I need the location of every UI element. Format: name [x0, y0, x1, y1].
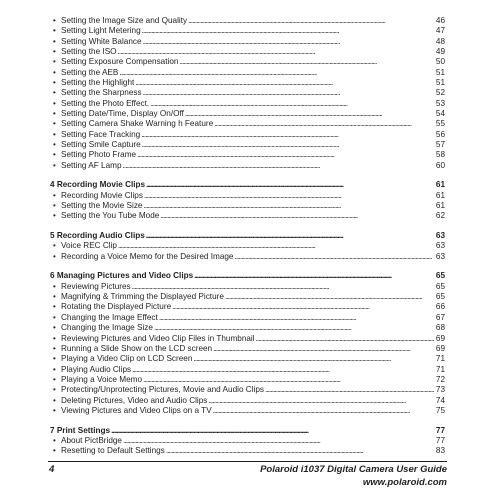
toc-entry: [50, 354, 445, 364]
toc-entry-label: Resetting to Default Settings: [61, 446, 165, 456]
dot-leader: [143, 201, 434, 211]
toc-entry-label: Setting the Highlight: [61, 78, 135, 88]
toc-entry-page: 83: [435, 446, 445, 456]
toc-entry: [50, 16, 445, 26]
toc-entry-page: 60: [435, 160, 445, 170]
toc-entry: [50, 211, 445, 221]
dot-leader: [185, 109, 434, 119]
toc-entry-label: Deleting Pictures, Video and Audio Clips: [61, 395, 208, 405]
dot-leader: [234, 252, 434, 262]
toc-chapter-entry: [50, 180, 445, 190]
dot-leader: [118, 47, 434, 57]
toc-entry-label: Viewing Pictures and Video Clips on a TV: [61, 405, 212, 415]
bullet-icon: •: [53, 405, 56, 415]
bullet-icon: •: [53, 67, 56, 77]
dot-leader: [142, 140, 434, 150]
toc-entry: [50, 150, 445, 160]
toc-entry-label: Setting Exposure Compensation: [61, 57, 179, 67]
toc-entry-label: 4 Recording Movie Clips: [50, 180, 146, 190]
footer-url: www.polaroid.com: [362, 477, 447, 488]
toc-entry: [50, 323, 445, 333]
bullet-icon: •: [53, 160, 56, 170]
toc-entry-page: 46: [435, 16, 445, 25]
dot-leader: [123, 161, 434, 171]
dot-leader: [214, 119, 434, 129]
bullet-icon: •: [53, 88, 56, 98]
toc-entry-page: 49: [435, 47, 445, 57]
toc-chapter-entry: [50, 426, 445, 436]
bullet-icon: •: [53, 292, 56, 302]
dot-leader: [119, 68, 434, 78]
bullet-icon: •: [53, 312, 56, 322]
toc-entry-page: 58: [435, 150, 445, 160]
toc-chapter-entry: [50, 231, 445, 241]
dot-leader: [146, 180, 434, 190]
bullet-icon: •: [53, 302, 56, 312]
toc-entry-page: 65: [435, 292, 445, 302]
bullet-icon: •: [53, 354, 56, 364]
toc-entry-page: 74: [435, 395, 445, 405]
dot-leader: [143, 37, 434, 47]
toc-entry: [50, 282, 445, 292]
toc-entry-page: 67: [435, 312, 445, 322]
bullet-icon: •: [53, 26, 56, 36]
dot-leader: [146, 231, 434, 241]
section-spacer: [50, 262, 445, 271]
dot-leader: [111, 426, 434, 436]
toc-entry-page: 57: [435, 140, 445, 150]
bullet-icon: •: [53, 241, 56, 251]
toc-entry-page: 63: [435, 231, 445, 241]
toc-entry-page: 61: [435, 180, 445, 190]
dot-leader: [143, 88, 434, 98]
toc-entry-label: Setting the Image Size and Quality: [61, 16, 188, 25]
dot-leader: [225, 292, 434, 302]
toc-entry-page: 63: [435, 251, 445, 261]
bullet-icon: •: [53, 129, 56, 139]
toc-entry-page: 63: [435, 241, 445, 251]
toc-entry-page: 65: [435, 281, 445, 291]
bullet-icon: •: [53, 190, 56, 200]
toc-entry: [50, 396, 445, 406]
toc-entry: [50, 109, 445, 119]
toc-entry-label: Recording a Voice Memo for the Desired Image: [61, 251, 234, 261]
toc-entry-page: 61: [435, 190, 445, 200]
toc-entry-page: 72: [435, 374, 445, 384]
toc-entry-page: 69: [435, 343, 445, 353]
section-spacer: [50, 171, 445, 180]
dot-leader: [213, 344, 434, 354]
toc-entry: [50, 68, 445, 78]
toc-entry: [50, 37, 445, 47]
bullet-icon: •: [53, 16, 56, 25]
toc-entry-label: About PictBridge: [61, 435, 122, 445]
toc-entry-label: Setting Photo Frame: [61, 150, 137, 160]
toc-entry-page: 68: [435, 323, 445, 333]
toc-entry: [50, 436, 445, 446]
bullet-icon: •: [53, 333, 56, 343]
dot-leader: [179, 57, 434, 67]
bullet-icon: •: [53, 119, 56, 129]
bullet-icon: •: [53, 211, 56, 221]
table-of-contents: [50, 16, 445, 457]
toc-entry-page: 69: [435, 333, 445, 343]
toc-entry: [50, 78, 445, 88]
toc-entry-page: 51: [435, 67, 445, 77]
bullet-icon: •: [53, 281, 56, 291]
toc-entry-label: Voice REC Clip: [61, 241, 117, 251]
dot-leader: [154, 323, 434, 333]
dot-leader: [172, 302, 434, 312]
bullet-icon: •: [53, 109, 56, 119]
toc-entry-label: Changing the Image Size: [61, 323, 153, 333]
section-spacer: [50, 416, 445, 425]
dot-leader: [193, 354, 434, 364]
bullet-icon: •: [53, 78, 56, 88]
bullet-icon: •: [53, 374, 56, 384]
toc-entry: [50, 313, 445, 323]
toc-entry-page: 77: [435, 435, 445, 445]
toc-entry: [50, 375, 445, 385]
toc-entry-label: Setting the Photo Effect.: [61, 98, 150, 108]
toc-entry-page: 51: [435, 78, 445, 88]
dot-leader: [256, 334, 434, 344]
toc-entry: [50, 344, 445, 354]
dot-leader: [137, 150, 434, 160]
toc-entry: [50, 99, 445, 109]
toc-entry-page: 71: [435, 364, 445, 374]
toc-entry-page: 77: [435, 425, 445, 435]
toc-entry: [50, 130, 445, 140]
dot-leader: [143, 375, 434, 385]
bullet-icon: •: [53, 385, 56, 395]
dot-leader: [135, 78, 434, 88]
toc-entry-page: 66: [435, 302, 445, 312]
toc-entry-label: Reviewing Pictures and Video Clip Files in Thumbnail: [61, 333, 255, 343]
bullet-icon: •: [53, 47, 56, 57]
toc-entry-page: 47: [435, 26, 445, 36]
dot-leader: [123, 436, 434, 446]
section-spacer: [50, 222, 445, 231]
toc-entry: [50, 140, 445, 150]
dot-leader: [150, 99, 434, 109]
dot-leader: [144, 191, 434, 201]
toc-entry-label: Setting White Balance: [61, 36, 142, 46]
footer-divider: [48, 461, 447, 462]
dot-leader: [188, 16, 434, 26]
toc-entry-page: 61: [435, 201, 445, 211]
bullet-icon: •: [53, 446, 56, 456]
bullet-icon: •: [53, 251, 56, 261]
dot-leader: [166, 446, 434, 456]
toc-entry: [50, 406, 445, 416]
toc-entry-label: Playing a Voice Memo: [61, 374, 143, 384]
dot-leader: [208, 396, 434, 406]
toc-entry-label: Rotating the Displayed Picture: [61, 302, 172, 312]
footer-title: Polaroid i1037 Digital Camera User Guide: [260, 464, 447, 475]
toc-entry-label: Setting Face Tracking: [61, 129, 141, 139]
bullet-icon: •: [53, 364, 56, 374]
toc-entry-label: Protecting/Unprotecting Pictures, Movie and Audio Clips: [61, 385, 264, 395]
toc-entry-label: Recording Movie Clips: [61, 190, 143, 200]
toc-entry-label: Magnifying & Trimming the Displayed Picture: [61, 292, 224, 302]
toc-entry-page: 62: [435, 211, 445, 221]
toc-entry-label: Playing Audio Clips: [61, 364, 132, 374]
toc-entry: [50, 252, 445, 262]
toc-entry-label: Reviewing Pictures: [61, 281, 131, 291]
toc-entry: [50, 292, 445, 302]
toc-entry-page: 55: [435, 119, 445, 129]
toc-entry-page: 52: [435, 88, 445, 98]
dot-leader: [132, 365, 434, 375]
toc-entry-page: 75: [435, 405, 445, 415]
page-number: 4: [49, 464, 55, 475]
toc-entry-page: 50: [435, 57, 445, 67]
dot-leader: [141, 130, 434, 140]
bullet-icon: •: [53, 36, 56, 46]
toc-entry-page: 53: [435, 98, 445, 108]
bullet-icon: •: [53, 140, 56, 150]
dot-leader: [194, 271, 434, 281]
bullet-icon: •: [53, 201, 56, 211]
toc-entry: [50, 191, 445, 201]
bullet-icon: •: [53, 343, 56, 353]
bullet-icon: •: [53, 395, 56, 405]
toc-entry-label: Setting the ISO: [61, 47, 117, 57]
dot-leader: [159, 313, 434, 323]
toc-entry: [50, 385, 445, 395]
toc-entry: [50, 446, 445, 456]
toc-entry: [50, 334, 445, 344]
toc-entry-label: Setting AF Lamp: [61, 160, 122, 170]
toc-entry: [50, 119, 445, 129]
toc-entry-label: Playing a Video Clip on LCD Screen: [61, 354, 193, 364]
toc-entry-label: Running a Slide Show on the LCD screen: [61, 343, 213, 353]
toc-entry: [50, 26, 445, 36]
toc-entry-label: Setting Smile Capture: [61, 140, 141, 150]
bullet-icon: •: [53, 98, 56, 108]
toc-entry-label: Setting the AEB: [61, 67, 119, 77]
dot-leader: [132, 282, 434, 292]
toc-entry: [50, 302, 445, 312]
toc-entry-page: 65: [435, 271, 445, 281]
toc-chapter-entry: [50, 271, 445, 281]
toc-entry: [50, 47, 445, 57]
dot-leader: [142, 26, 434, 36]
toc-entry-label: Setting the Movie Size: [61, 201, 143, 211]
bullet-icon: •: [53, 150, 56, 160]
toc-entry-label: Setting Light Metering: [61, 26, 141, 36]
bullet-icon: •: [53, 323, 56, 333]
toc-entry: [50, 241, 445, 251]
toc-entry: [50, 88, 445, 98]
toc-entry-label: Setting the Sharpness: [61, 88, 142, 98]
dot-leader: [118, 241, 434, 251]
toc-entry-label: 6 Managing Pictures and Video Clips: [50, 271, 194, 281]
bullet-icon: •: [53, 57, 56, 67]
toc-entry-page: 71: [435, 354, 445, 364]
dot-leader: [265, 385, 434, 395]
toc-entry: [50, 201, 445, 211]
toc-entry-page: 56: [435, 129, 445, 139]
bullet-icon: •: [53, 435, 56, 445]
toc-entry-page: 73: [435, 385, 445, 395]
toc-entry-label: 7 Print Settings: [50, 425, 111, 435]
toc-entry-page: 48: [435, 36, 445, 46]
dot-leader: [213, 406, 434, 416]
toc-entry-label: Setting Camera Shake Warning h Feature: [61, 119, 214, 129]
toc-entry-label: 5 Recording Audio Clips: [50, 231, 145, 241]
toc-entry-page: 54: [435, 109, 445, 119]
dot-leader: [160, 211, 434, 221]
toc-entry: [50, 365, 445, 375]
toc-entry: [50, 161, 445, 171]
toc-entry-label: Changing the Image Effect: [61, 312, 158, 322]
toc-entry: [50, 57, 445, 67]
toc-entry-label: Setting Date/Time, Display On/Off: [61, 109, 184, 119]
toc-entry-label: Setting the You Tube Mode: [61, 211, 160, 221]
